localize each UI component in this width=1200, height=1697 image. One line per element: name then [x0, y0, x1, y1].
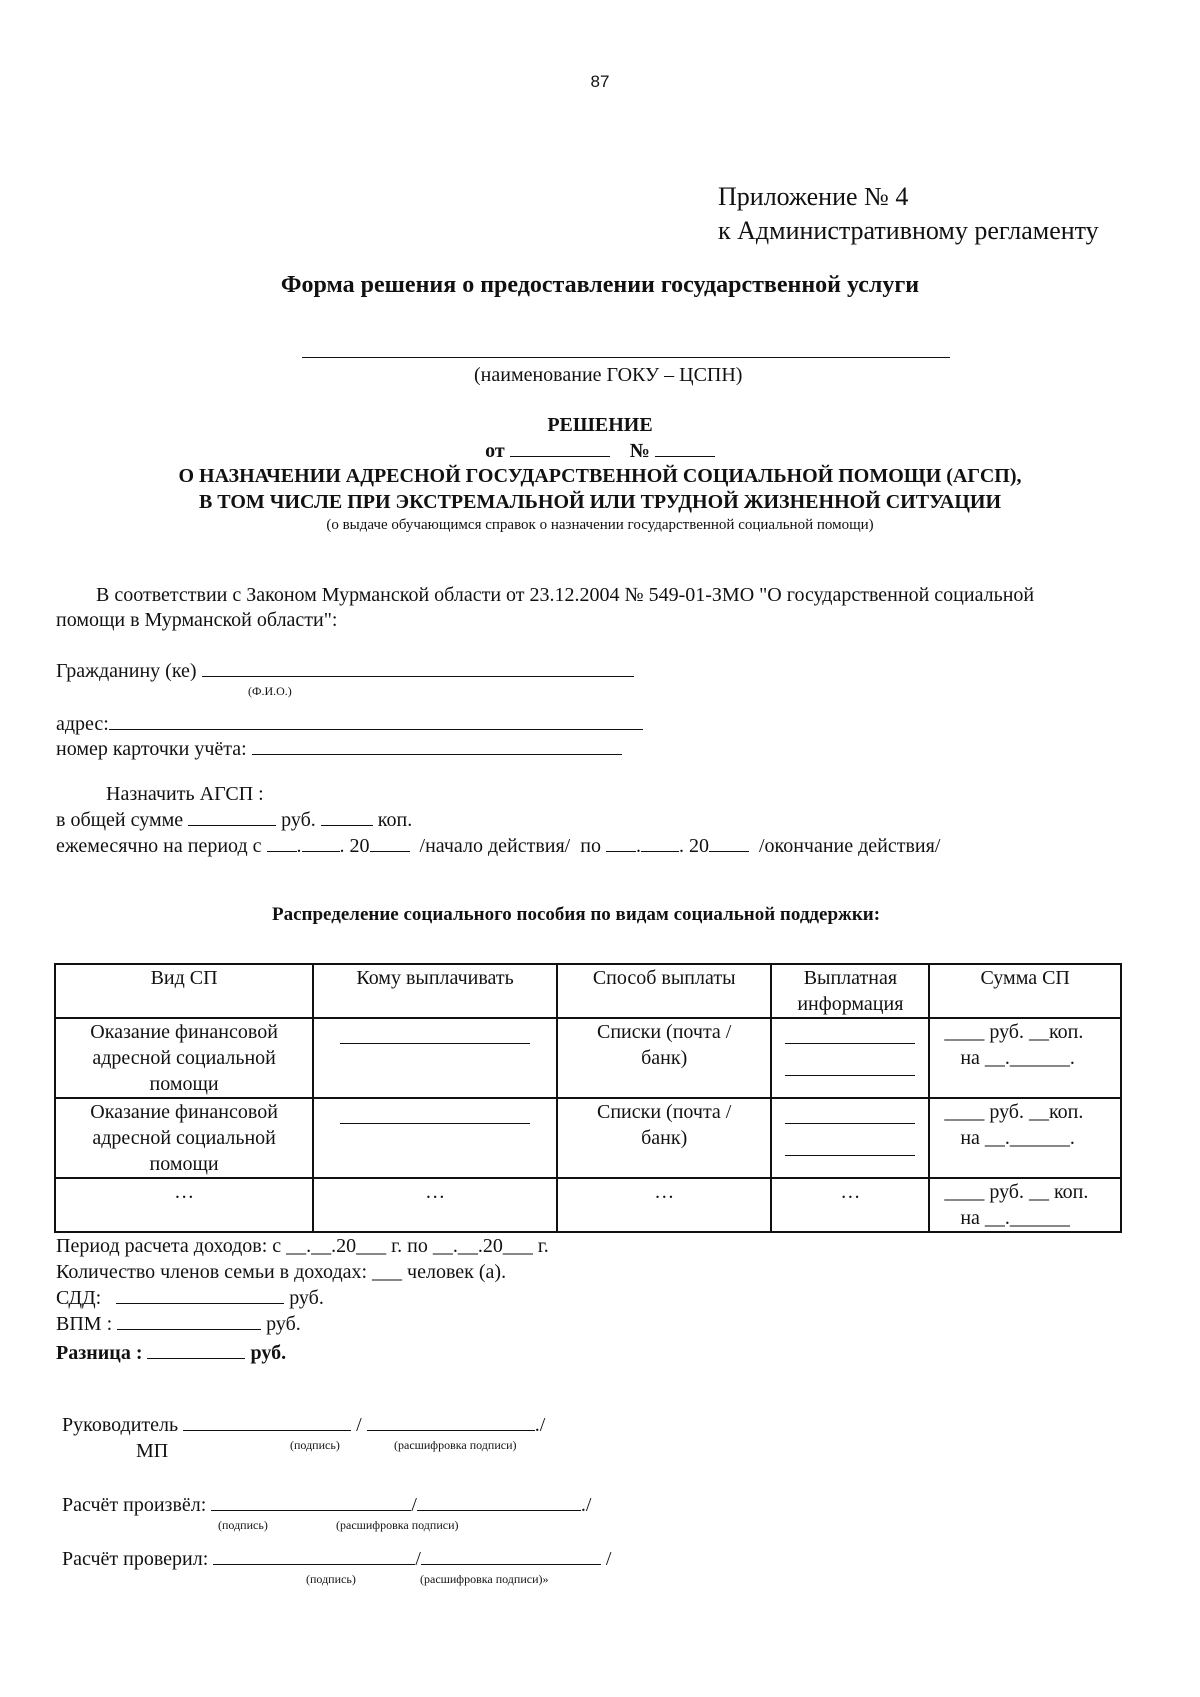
total-rub-label: руб. — [281, 809, 316, 831]
appendix-line1: Приложение № 4 — [718, 182, 909, 211]
row1-sum-line1: ____ руб. __коп. — [944, 1021, 1084, 1043]
total-kop-field — [321, 807, 373, 826]
sdd-row — [56, 1285, 324, 1311]
family-members: Количество членов семьи в доходах: ___ человек (а). — [56, 1261, 507, 1283]
row1-type: Оказание финансовой адресной социальной помощи — [55, 1018, 313, 1098]
page-number: 87 — [590, 72, 610, 91]
total-rub-field — [188, 807, 276, 826]
from-label: от — [485, 440, 505, 462]
row2-sum-line1: ____ руб. __коп. — [944, 1101, 1084, 1123]
start-year-prefix: . 20 — [339, 835, 370, 857]
header-payment-info: Выплатная информация — [771, 964, 929, 1018]
vpm-rub: руб. — [266, 1313, 301, 1335]
difference-row — [56, 1340, 286, 1366]
card-row — [56, 736, 622, 762]
row1-sum — [929, 1018, 1121, 1098]
calculated-sign-field — [211, 1492, 411, 1511]
header-recipient: Кому выплачивать — [313, 964, 557, 1018]
decision-heading: РЕШЕНИЕ — [547, 414, 653, 436]
appendix-line2: к Административному регламенту — [718, 216, 1099, 245]
decision-title-line1: О НАЗНАЧЕНИИ АДРЕСНОЙ ГОСУДАРСТВЕННОЙ СОЦИАЛЬНОЙ ПОМОЩИ (АГСП), — [178, 465, 1022, 487]
calculated-sign-caption: (подпись) — [218, 1518, 268, 1532]
row2-type: Оказание финансовой адресной социальной помощи — [55, 1098, 313, 1178]
checked-decode-field — [421, 1546, 601, 1565]
checked-decode-caption: (расшифровка подписи)» — [420, 1572, 549, 1586]
address-field — [109, 711, 643, 730]
end-year-field — [709, 833, 749, 852]
total-prefix: в общей сумме — [56, 809, 184, 831]
citizen-row — [56, 658, 634, 684]
head-sign-field — [183, 1412, 351, 1431]
row3-type: … — [55, 1178, 313, 1232]
income-period: Период расчета доходов: с __.__.20___ г. по __.__.20___ г. — [56, 1235, 549, 1257]
row1-sum-line2: на __.______. — [960, 1047, 1075, 1069]
org-caption: (наименование ГОКУ – ЦСПН) — [474, 364, 743, 386]
citizen-label: Гражданину (ке) — [56, 660, 197, 682]
address-label: адрес: — [56, 713, 109, 735]
address-row — [56, 711, 643, 737]
start-note: /начало действия/ — [419, 835, 571, 857]
checked-sign-field — [213, 1546, 415, 1565]
difference-rub: руб. — [250, 1342, 287, 1364]
sdd-label: СДД: — [56, 1287, 102, 1309]
card-field — [252, 736, 622, 755]
table-row — [55, 1098, 1121, 1178]
difference-label: Разница : — [56, 1342, 143, 1364]
end-note: /окончание действия/ — [758, 835, 941, 857]
total-row — [56, 807, 412, 833]
monthly-prefix: ежемесячно на период с — [56, 835, 262, 857]
start-day-field — [267, 833, 297, 852]
distribution-table — [54, 963, 1122, 1233]
table-row — [55, 1018, 1121, 1098]
row3-sum-line2: на __.______ — [960, 1207, 1070, 1229]
table-header-row — [55, 964, 1121, 1018]
stamp-mark: МП — [136, 1440, 169, 1462]
checked-sign-caption: (подпись) — [306, 1572, 356, 1586]
checked-label: Расчёт проверил: — [62, 1548, 209, 1570]
row2-sum-line2: на __.______. — [960, 1127, 1075, 1149]
row1-recipient — [313, 1018, 557, 1098]
appendix-block — [718, 180, 1099, 248]
row2-method: Списки (почта / банк) — [557, 1098, 772, 1178]
calculated-decode-caption: (расшифровка подписи) — [336, 1518, 459, 1532]
row1-recipient-field — [340, 1023, 530, 1044]
org-name-line — [302, 357, 950, 358]
sdd-rub: руб. — [289, 1287, 324, 1309]
end-year-prefix: . 20 — [678, 835, 709, 857]
row2-recipient-field — [340, 1103, 530, 1124]
row2-info-field1 — [785, 1103, 915, 1124]
intro-line1: В соответствии с Законом Мурманской области от 23.12.2004 № 549-01-ЗМО "О государственной социальной — [96, 584, 1035, 606]
number-label: № — [629, 440, 650, 462]
row3-recipient: … — [313, 1178, 557, 1232]
head-signature-row: Руководитель / ./ — [62, 1414, 546, 1436]
header-sum: Сумма СП — [929, 964, 1121, 1018]
start-year-field — [370, 833, 410, 852]
vpm-row — [56, 1311, 301, 1337]
table-row — [55, 1178, 1121, 1232]
distribution-title: Распределение социального пособия по видам социальной поддержки: — [272, 904, 881, 925]
row1-info-field2 — [785, 1055, 915, 1076]
end-month-field — [641, 833, 679, 852]
row3-method: … — [557, 1178, 772, 1232]
head-label: Руководитель — [62, 1414, 179, 1436]
calculated-label: Расчёт произвёл: — [62, 1494, 207, 1516]
head-decode-field — [367, 1412, 535, 1431]
header-type: Вид СП — [55, 964, 313, 1018]
row2-recipient — [313, 1098, 557, 1178]
start-month-field — [302, 833, 340, 852]
monthly-row: ежемесячно на период с . . 20 /начало действия/ по . . 20 /окончание действия/ — [56, 835, 941, 857]
intro-line2: помощи в Мурманской области": — [56, 609, 338, 631]
form-title: Форма решения о предоставлении государственной услуги — [280, 272, 920, 298]
end-day-field — [606, 833, 636, 852]
row3-sum — [929, 1178, 1121, 1232]
vpm-label: ВПМ : — [56, 1313, 113, 1335]
row1-payment-info — [771, 1018, 929, 1098]
calculated-decode-field — [417, 1492, 581, 1511]
checked-row: Расчёт проверил: / / — [62, 1548, 612, 1570]
row2-sum — [929, 1098, 1121, 1178]
decision-title-line2: В ТОМ ЧИСЛЕ ПРИ ЭКСТРЕМАЛЬНОЙ ИЛИ ТРУДНОЙ ЖИЗНЕННОЙ СИТУАЦИИ — [198, 491, 1002, 513]
date-blank — [510, 438, 610, 457]
vpm-field — [117, 1311, 261, 1330]
number-blank — [655, 438, 715, 457]
card-label: номер карточки учёта: — [56, 738, 247, 760]
head-sign-caption: (подпись) — [290, 1438, 340, 1452]
assign-heading: Назначить АГСП : — [106, 783, 264, 805]
calculated-row: Расчёт произвёл: / ./ — [62, 1494, 592, 1516]
to-label: по — [580, 835, 601, 857]
decision-subtitle: (о выдаче обучающимся справок о назначении государственной социальной помощи) — [326, 517, 874, 533]
decision-date-number — [0, 438, 1200, 464]
row1-method: Списки (почта / банк) — [557, 1018, 772, 1098]
sdd-field — [116, 1285, 284, 1304]
row3-payment-info: … — [771, 1178, 929, 1232]
difference-field — [147, 1340, 245, 1359]
head-decode-caption: (расшифровка подписи) — [394, 1438, 517, 1452]
fio-field — [202, 658, 634, 677]
row2-payment-info — [771, 1098, 929, 1178]
fio-caption: (Ф.И.О.) — [248, 684, 292, 698]
row1-info-field1 — [785, 1023, 915, 1044]
total-kop-label: коп. — [377, 809, 413, 831]
row2-info-field2 — [785, 1135, 915, 1156]
header-method: Способ выплаты — [557, 964, 772, 1018]
row3-sum-line1: ____ руб. __ коп. — [944, 1181, 1089, 1203]
